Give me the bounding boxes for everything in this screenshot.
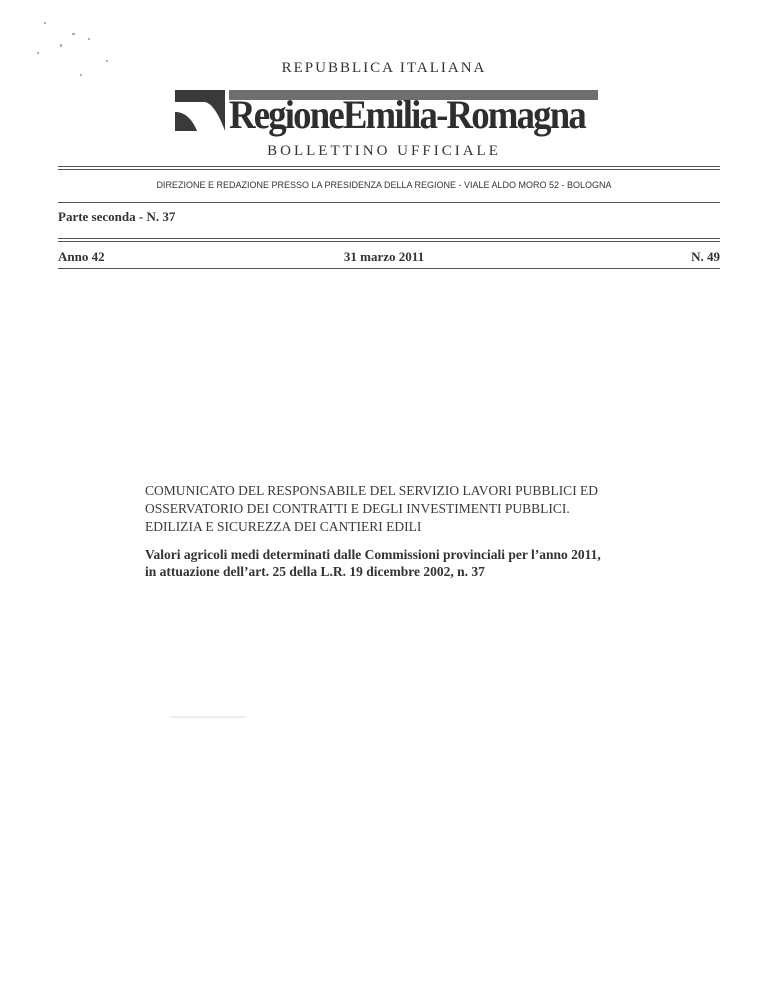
header-rule	[58, 169, 720, 170]
notice-heading	[145, 482, 665, 536]
region-emblem-icon	[175, 90, 225, 131]
part-label: Parte seconda - N. 37	[58, 209, 176, 224]
scan-speck	[37, 52, 39, 54]
divider	[58, 241, 720, 242]
region-logo	[175, 84, 600, 144]
scan-speck	[72, 33, 75, 35]
issue-year: Anno 42	[58, 249, 105, 264]
notice-subject	[145, 546, 685, 580]
scan-speck	[44, 22, 46, 24]
divider	[58, 202, 720, 203]
divider	[58, 268, 720, 269]
header-rule	[58, 166, 720, 167]
notice-heading-line: EDILIZIA E SICUREZZA DEI CANTIERI EDILI	[145, 519, 422, 534]
bulletin-title: BOLLETTINO UFFICIALE	[267, 143, 501, 159]
notice-subject-line: in attuazione dell’art. 25 della L.R. 19 dicembre 2002, n. 37	[145, 564, 485, 579]
notice-heading-line: COMUNICATO DEL RESPONSABILE DEL SERVIZIO LAVORI PUBBLICI ED	[145, 483, 599, 498]
notice-subject-line: Valori agricoli medi determinati dalle Commissioni provinciali per l’anno 2011,	[145, 547, 601, 562]
scan-speck	[60, 44, 62, 47]
issue-date: 31 marzo 2011	[343, 249, 425, 264]
region-name: RegioneEmilia-Romagna	[229, 92, 585, 137]
scan-smudge	[170, 716, 245, 718]
notice-heading-line: OSSERVATORIO DEI CONTRATTI E DEGLI INVESTIMENTI PUBBLICI.	[145, 501, 570, 516]
scan-speck	[88, 38, 90, 40]
editorial-address: DIREZIONE E REDAZIONE PRESSO LA PRESIDENZA DELLA REGIONE - VIALE ALDO MORO 52 - BOLOGNA	[156, 180, 612, 190]
issue-number: N. 49	[691, 249, 720, 264]
divider	[58, 238, 720, 239]
republic-title: REPUBBLICA ITALIANA	[281, 60, 487, 76]
